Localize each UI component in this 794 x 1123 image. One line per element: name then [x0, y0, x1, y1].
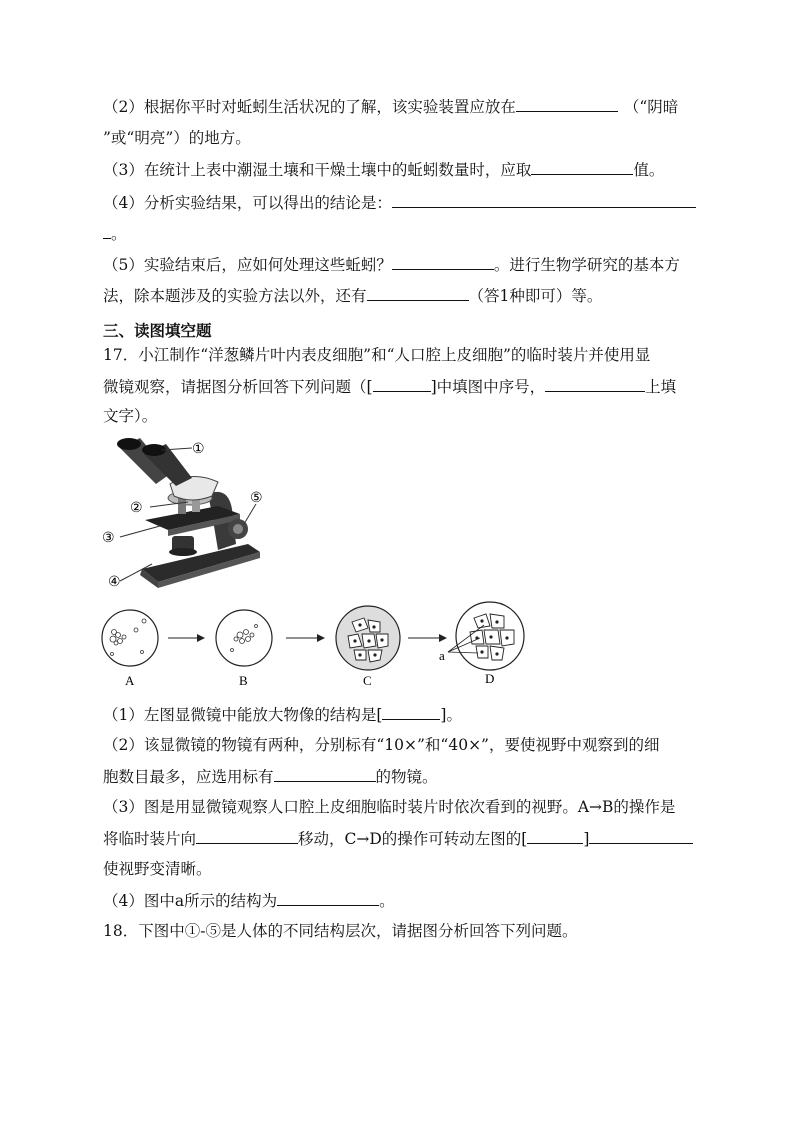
- answer-blank[interactable]: [196, 828, 298, 844]
- q16-part2-line1: [103, 96, 678, 117]
- section-title: 三、读图填空题: [103, 322, 212, 340]
- text: 法，除本题涉及的实验方法以外，还有: [103, 287, 367, 305]
- text: 移动，C→D的操作可转动左图的[: [298, 830, 528, 848]
- answer-blank[interactable]: [274, 766, 376, 782]
- text: ]: [583, 830, 590, 848]
- answer-blank[interactable]: [589, 828, 693, 844]
- text: 。进行生物学研究的基本方: [493, 256, 680, 274]
- q17-part1: [103, 704, 462, 725]
- q17-part3-line1: [103, 797, 675, 817]
- q16-part4-line1: [103, 192, 696, 213]
- text: （3）在统计上表中潮湿土壤和干燥土壤中的蚯蚓数量时，应取: [103, 161, 532, 179]
- q17-part3-line3: [103, 859, 212, 879]
- answer-blank[interactable]: [531, 159, 633, 175]
- q18-stem: [103, 921, 577, 941]
- text: 17．小江制作“洋葱鳞片叶内表皮细胞”和“人口腔上皮细胞”的临时装片并使用显: [103, 346, 651, 364]
- view-label-d: D: [485, 671, 495, 686]
- q16-part3: [103, 159, 664, 180]
- text: （1）左图显微镜中能放大物像的结构是[: [103, 706, 383, 724]
- text: （3）图是用显微镜观察人口腔上皮细胞临时装片时依次看到的视野。A→B的操作是: [103, 798, 676, 816]
- answer-blank[interactable]: [382, 704, 440, 720]
- q17-part4: [103, 890, 395, 911]
- text: 使视野变清晰。: [103, 860, 212, 878]
- answer-blank[interactable]: [373, 376, 431, 392]
- view-sequence-figure: [96, 598, 536, 690]
- text: 的物镜。: [375, 768, 438, 786]
- q17-part2-line1: [103, 735, 659, 755]
- view-label-a: A: [125, 673, 135, 688]
- q17-stem-line1: [103, 345, 650, 365]
- q16-part4-line2: [103, 223, 127, 244]
- text: 微镜观察，请据图分析回答下列问题（[: [103, 378, 373, 396]
- q17-part2-line2: [103, 766, 438, 787]
- pointer-a-label: a: [439, 648, 445, 663]
- text: 胞数目最多，应选用标有: [103, 768, 274, 786]
- text: ”或“明亮”）的地方。: [103, 129, 251, 147]
- text: （答1种即可）等。: [468, 287, 603, 305]
- text: （2）该显微镜的物镜有两种，分别标有“10×”和“40×”，要使视野中观察到的细: [103, 736, 660, 754]
- q16-part5-line1: [103, 254, 680, 275]
- answer-blank[interactable]: [392, 254, 494, 270]
- text: （4）图中a所示的结构为: [103, 892, 278, 910]
- text: （4）分析实验结果，可以得出的结论是：: [103, 194, 392, 212]
- q16-part2-line2: [103, 128, 251, 148]
- label-5: ⑤: [250, 491, 263, 506]
- label-2: ②: [130, 501, 143, 516]
- q16-part5-line2: [103, 285, 602, 306]
- answer-blank[interactable]: [103, 223, 111, 239]
- answer-blank[interactable]: [277, 890, 379, 906]
- text: 。: [111, 225, 127, 243]
- text: ]。: [440, 706, 462, 724]
- microscope-figure: [100, 434, 280, 594]
- answer-blank[interactable]: [367, 285, 469, 301]
- q17-part3-line2: [103, 828, 693, 849]
- text: 。: [379, 892, 395, 910]
- text: 将临时装片向: [103, 830, 197, 848]
- text: 上填: [645, 378, 677, 396]
- text: 18．下图中①-⑤是人体的不同结构层次，请据图分析回答下列问题。: [103, 922, 578, 940]
- view-label-c: C: [363, 673, 372, 688]
- answer-blank[interactable]: [545, 376, 645, 392]
- label-4: ④: [108, 575, 121, 590]
- q17-stem-line3: [103, 406, 157, 426]
- label-3: ③: [102, 531, 115, 546]
- text: 文字）。: [103, 407, 158, 425]
- view-label-b: B: [239, 673, 248, 688]
- text: ]中填图中序号，: [430, 378, 546, 396]
- q17-stem-line2: [103, 376, 676, 397]
- label-1: ①: [192, 442, 205, 457]
- answer-blank[interactable]: [392, 192, 696, 208]
- text: （2）根据你平时对蚯蚓生活状况的了解，该实验装置应放在: [103, 98, 516, 116]
- answer-blank[interactable]: [516, 96, 618, 112]
- text: 值。: [633, 161, 665, 179]
- text: （“阴暗: [623, 98, 679, 116]
- text: （5）实验结束后，应如何处理这些蚯蚓？: [103, 256, 392, 274]
- answer-blank[interactable]: [527, 828, 583, 844]
